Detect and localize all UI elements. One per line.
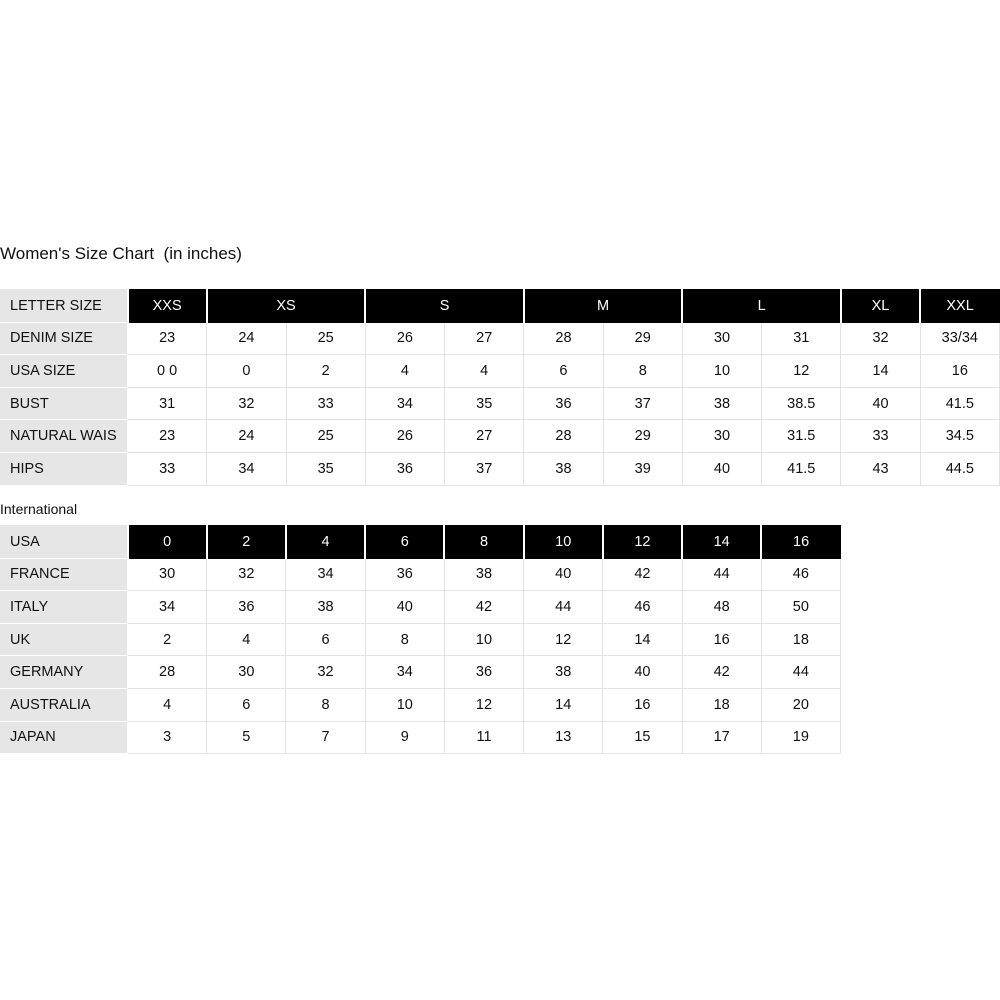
size-cell: 33/34: [920, 322, 999, 355]
size-cell: 6: [524, 355, 603, 388]
size-cell: 28: [524, 322, 603, 355]
size-cell: 12: [444, 688, 523, 721]
size-cell: 26: [365, 420, 444, 453]
international-row: [1, 591, 841, 624]
size-cell: 38: [286, 591, 365, 624]
size-cell: 40: [841, 387, 920, 420]
usa-size-header: 6: [365, 526, 444, 559]
size-cell: 34: [365, 656, 444, 689]
size-cell: 24: [207, 420, 286, 453]
size-cell: 44: [524, 591, 603, 624]
size-cell: 37: [603, 387, 682, 420]
size-cell: 36: [365, 558, 444, 591]
size-row: [1, 387, 1000, 420]
size-table: [0, 289, 1000, 486]
size-cell: 6: [207, 688, 286, 721]
size-cell: 11: [444, 721, 523, 754]
international-table: [0, 525, 841, 754]
letter-size-header: S: [365, 290, 524, 323]
size-cell: 3: [128, 721, 207, 754]
size-cell: 13: [524, 721, 603, 754]
size-cell: 7: [286, 721, 365, 754]
size-cell: 27: [445, 420, 524, 453]
size-cell: 4: [128, 688, 207, 721]
size-cell: 40: [524, 558, 603, 591]
size-cell: 18: [682, 688, 761, 721]
size-cell: 33: [286, 387, 365, 420]
size-cell: 40: [682, 452, 761, 485]
size-cell: 44.5: [920, 452, 999, 485]
size-cell: 4: [207, 623, 286, 656]
size-cell: 50: [761, 591, 840, 624]
international-row: [1, 688, 841, 721]
size-row: [1, 322, 1000, 355]
usa-size-header: 14: [682, 526, 761, 559]
size-cell: 12: [524, 623, 603, 656]
size-cell: 43: [841, 452, 920, 485]
header-label: LETTER SIZE: [1, 290, 128, 323]
size-cell: 14: [603, 623, 682, 656]
size-cell: 39: [603, 452, 682, 485]
size-cell: 32: [286, 656, 365, 689]
size-cell: 32: [207, 558, 286, 591]
size-cell: 38: [682, 387, 761, 420]
international-row: [1, 656, 841, 689]
usa-size-header: 12: [603, 526, 682, 559]
size-cell: 25: [286, 322, 365, 355]
size-cell: 41.5: [920, 387, 999, 420]
size-cell: 33: [128, 452, 207, 485]
row-label: HIPS: [1, 452, 128, 485]
header-label: USA: [1, 526, 128, 559]
size-cell: 12: [762, 355, 841, 388]
size-cell: 41.5: [762, 452, 841, 485]
row-label: JAPAN: [1, 721, 128, 754]
size-cell: 38: [444, 558, 523, 591]
size-cell: 15: [603, 721, 682, 754]
size-cell: 28: [128, 656, 207, 689]
usa-size-header: 0: [128, 526, 207, 559]
size-header-row: [1, 290, 1000, 323]
international-row: [1, 623, 841, 656]
size-cell: 38: [524, 452, 603, 485]
size-cell: 34: [286, 558, 365, 591]
size-cell: 26: [365, 322, 444, 355]
size-cell: 23: [128, 322, 207, 355]
size-cell: 10: [444, 623, 523, 656]
row-label: AUSTRALIA: [1, 688, 128, 721]
size-cell: 20: [761, 688, 840, 721]
size-cell: 18: [761, 623, 840, 656]
size-cell: 36: [444, 656, 523, 689]
size-cell: 38: [524, 656, 603, 689]
size-cell: 37: [445, 452, 524, 485]
size-cell: 19: [761, 721, 840, 754]
size-cell: 8: [603, 355, 682, 388]
size-cell: 14: [524, 688, 603, 721]
size-cell: 25: [286, 420, 365, 453]
size-cell: 40: [365, 591, 444, 624]
row-label: ITALY: [1, 591, 128, 624]
size-cell: 33: [841, 420, 920, 453]
size-cell: 34.5: [920, 420, 999, 453]
size-cell: 34: [207, 452, 286, 485]
row-label: USA SIZE: [1, 355, 128, 388]
size-cell: 30: [128, 558, 207, 591]
size-cell: 31.5: [762, 420, 841, 453]
size-cell: 42: [444, 591, 523, 624]
size-cell: 10: [365, 688, 444, 721]
size-cell: 30: [682, 322, 761, 355]
size-cell: 36: [365, 452, 444, 485]
international-header-row: [1, 526, 841, 559]
size-cell: 38.5: [762, 387, 841, 420]
size-cell: 48: [682, 591, 761, 624]
size-cell: 32: [207, 387, 286, 420]
size-cell: 27: [445, 322, 524, 355]
size-cell: 6: [286, 623, 365, 656]
row-label: BUST: [1, 387, 128, 420]
size-cell: 14: [841, 355, 920, 388]
size-cell: 0 0: [128, 355, 207, 388]
usa-size-header: 4: [286, 526, 365, 559]
size-cell: 16: [682, 623, 761, 656]
size-cell: 31: [128, 387, 207, 420]
size-cell: 40: [603, 656, 682, 689]
chart-title: Women's Size Chart (in inches): [0, 244, 242, 263]
international-row: [1, 558, 841, 591]
size-cell: 36: [524, 387, 603, 420]
size-cell: 2: [128, 623, 207, 656]
size-cell: 46: [603, 591, 682, 624]
size-cell: 28: [524, 420, 603, 453]
letter-size-header: L: [682, 290, 841, 323]
size-cell: 44: [761, 656, 840, 689]
size-cell: 2: [286, 355, 365, 388]
size-cell: 46: [761, 558, 840, 591]
size-cell: 5: [207, 721, 286, 754]
size-cell: 4: [365, 355, 444, 388]
size-cell: 4: [445, 355, 524, 388]
international-row: [1, 721, 841, 754]
size-cell: 23: [128, 420, 207, 453]
letter-size-header: XXS: [128, 290, 207, 323]
size-cell: 32: [841, 322, 920, 355]
row-label: DENIM SIZE: [1, 322, 128, 355]
size-cell: 8: [286, 688, 365, 721]
letter-size-header: XL: [841, 290, 920, 323]
size-cell: 29: [603, 322, 682, 355]
size-cell: 29: [603, 420, 682, 453]
size-cell: 34: [128, 591, 207, 624]
row-label: FRANCE: [1, 558, 128, 591]
size-cell: 24: [207, 322, 286, 355]
letter-size-header: XS: [207, 290, 366, 323]
size-cell: 17: [682, 721, 761, 754]
size-row: [1, 452, 1000, 485]
size-cell: 16: [603, 688, 682, 721]
size-cell: 10: [682, 355, 761, 388]
size-cell: 34: [365, 387, 444, 420]
row-label: GERMANY: [1, 656, 128, 689]
size-cell: 42: [603, 558, 682, 591]
usa-size-header: 8: [444, 526, 523, 559]
size-cell: 31: [762, 322, 841, 355]
international-title: International: [0, 501, 78, 517]
size-cell: 44: [682, 558, 761, 591]
size-cell: 30: [207, 656, 286, 689]
size-cell: 9: [365, 721, 444, 754]
size-cell: 30: [682, 420, 761, 453]
size-cell: 0: [207, 355, 286, 388]
letter-size-header: XXL: [920, 290, 999, 323]
row-label: UK: [1, 623, 128, 656]
size-cell: 8: [365, 623, 444, 656]
size-cell: 35: [445, 387, 524, 420]
letter-size-header: M: [524, 290, 683, 323]
size-cell: 16: [920, 355, 999, 388]
usa-size-header: 2: [207, 526, 286, 559]
size-cell: 35: [286, 452, 365, 485]
size-cell: 42: [682, 656, 761, 689]
size-row: [1, 355, 1000, 388]
row-label: NATURAL WAIS: [1, 420, 128, 453]
usa-size-header: 16: [761, 526, 840, 559]
usa-size-header: 10: [524, 526, 603, 559]
size-row: [1, 420, 1000, 453]
size-cell: 36: [207, 591, 286, 624]
